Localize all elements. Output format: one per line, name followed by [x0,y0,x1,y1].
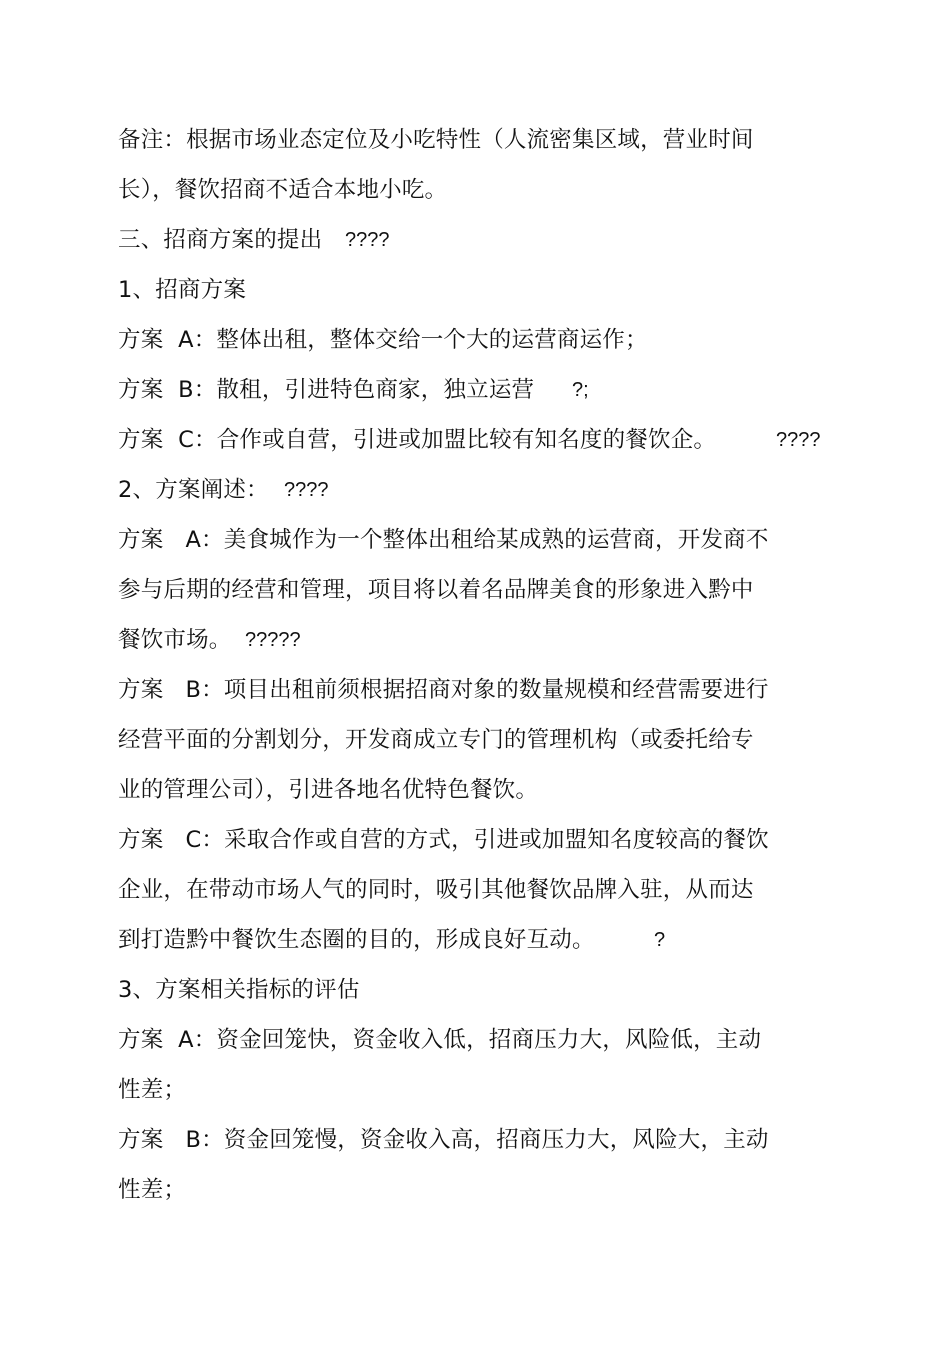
garbled-mark: ? [654,929,666,951]
text-line-11: 餐饮市场。 [118,627,232,653]
text-line-10: 参与后期的经营和管理，项目将以着名品牌美食的形象进入黔中 [118,577,754,603]
subheading-1: 1、招商方案 [118,277,247,303]
text-line-15: 方案 C：采取合作或自营的方式，引进或加盟知名度较高的餐饮 [118,827,769,853]
garbled-mark: ???? [776,429,821,451]
text-line-14: 业的管理公司），引进各地名优特色餐饮。 [118,777,539,803]
subheading-3: 3、方案相关指标的评估 [118,977,360,1003]
text-line-2: 长），餐饮招商不适合本地小吃。 [118,177,448,203]
text-line-20: 性差； [118,1077,187,1103]
text-line-19: 方案 A：资金回笼快，资金收入低，招商压力大，风险低，主动 [118,1027,762,1053]
garbled-mark: ?; [572,379,589,401]
subheading-2: 2、方案阐述： [118,477,269,503]
text-line-17: 到打造黔中餐饮生态圈的目的，形成良好互动。 [118,927,595,953]
plan-a-line: 方案 A：整体出租，整体交给一个大的运营商运作； [118,327,648,353]
text-line-21: 方案 B：资金回笼慢，资金收入高，招商压力大，风险大，主动 [118,1127,769,1153]
garbled-mark: ????? [245,629,301,651]
text-line-12: 方案 B：项目出租前须根据招商对象的数量规模和经营需要进行 [118,677,769,703]
text-line-1: 备注：根据市场业态定位及小吃特性（人流密集区域，营业时间 [118,127,754,153]
text-line-13: 经营平面的分割划分，开发商成立专门的管理机构（或委托给专 [118,727,754,753]
plan-c-line: 方案 C：合作或自营，引进或加盟比较有知名度的餐饮企。 [118,427,717,453]
garbled-mark: ???? [345,229,390,251]
garbled-mark: ???? [284,479,329,501]
text-line-22: 性差； [118,1177,187,1203]
text-line-16: 企业，在带动市场人气的同时，吸引其他餐饮品牌入驻，从而达 [118,877,754,903]
section-heading-3: 三、招商方案的提出 [118,227,323,253]
text-line-9: 方案 A：美食城作为一个整体出租给某成熟的运营商，开发商不 [118,527,769,553]
plan-b-line: 方案 B：散租，引进特色商家，独立运营 [118,377,535,403]
